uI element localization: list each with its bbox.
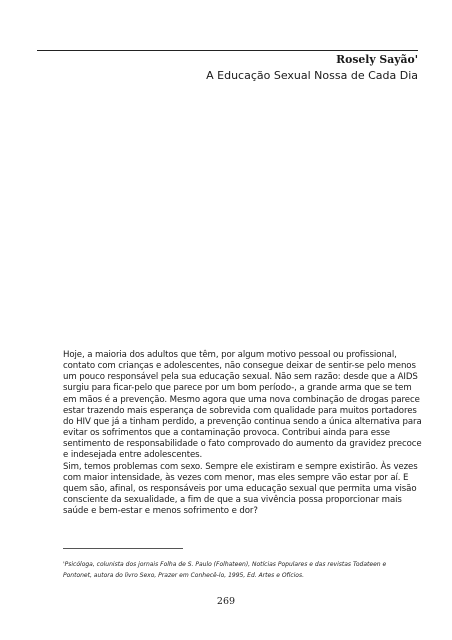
page-number: 269 [216,596,236,607]
body-paragraph-2: Sim, temos problemas com sexo. Sempre ele existiram e sempre existirão. Às vezes com maior intensidade, às vezes com menor, mas eles sempre vão estar por aí. E quem são, afinal, os responsáveis por uma educação sexual que permita uma visão consciente da sexualidade, a fim de que a sua vivência possa proporcionar mais saúde e bem-estar e menos sofrimento e dor? [63,461,418,517]
footnote: 'Psicóloga, colunista dos jornais Folha de S. Paulo (Folhateen), Notícias Populares e das revistas Todateen e Pontonet, autora do livro Sexo, Prazer em Conhecê-lo, 1995, Ed. Artes e Ofícios. [63,561,387,579]
body-paragraph-1: Hoje, a maioria dos adultos que têm, por algum motivo pessoal ou profissional, contato com crianças e adolescentes, não consegue deixar de sentir-se pelo menos um pouco responsável pela sua educação sexual. Não sem razão: desde que a AIDS surgiu para ficar-pelo que parece por um bom período-, a grande arma que se tem em mãos é a prevenção. Mesmo agora que uma nova combinação de drogas parece estar trazendo mais esperança de sobrevida com qualidade para muitos portadores do HIV que já a tinham perdido, a prevenção continua sendo a única alternativa para evitar os sofrimentos que a contaminação provoca. Contribui ainda para esse sentimento de responsabilidade o fato comprovado do aumento da gravidez precoce e indesejada entre adolescentes. [63,350,422,461]
footnote-rule [63,548,183,549]
body-text [63,350,423,517]
chapter-title: A Educação Sexual Nossa de Cada Dia [206,69,418,82]
author-name: Rosely Sayão' [336,53,418,66]
header-rule [37,50,418,51]
